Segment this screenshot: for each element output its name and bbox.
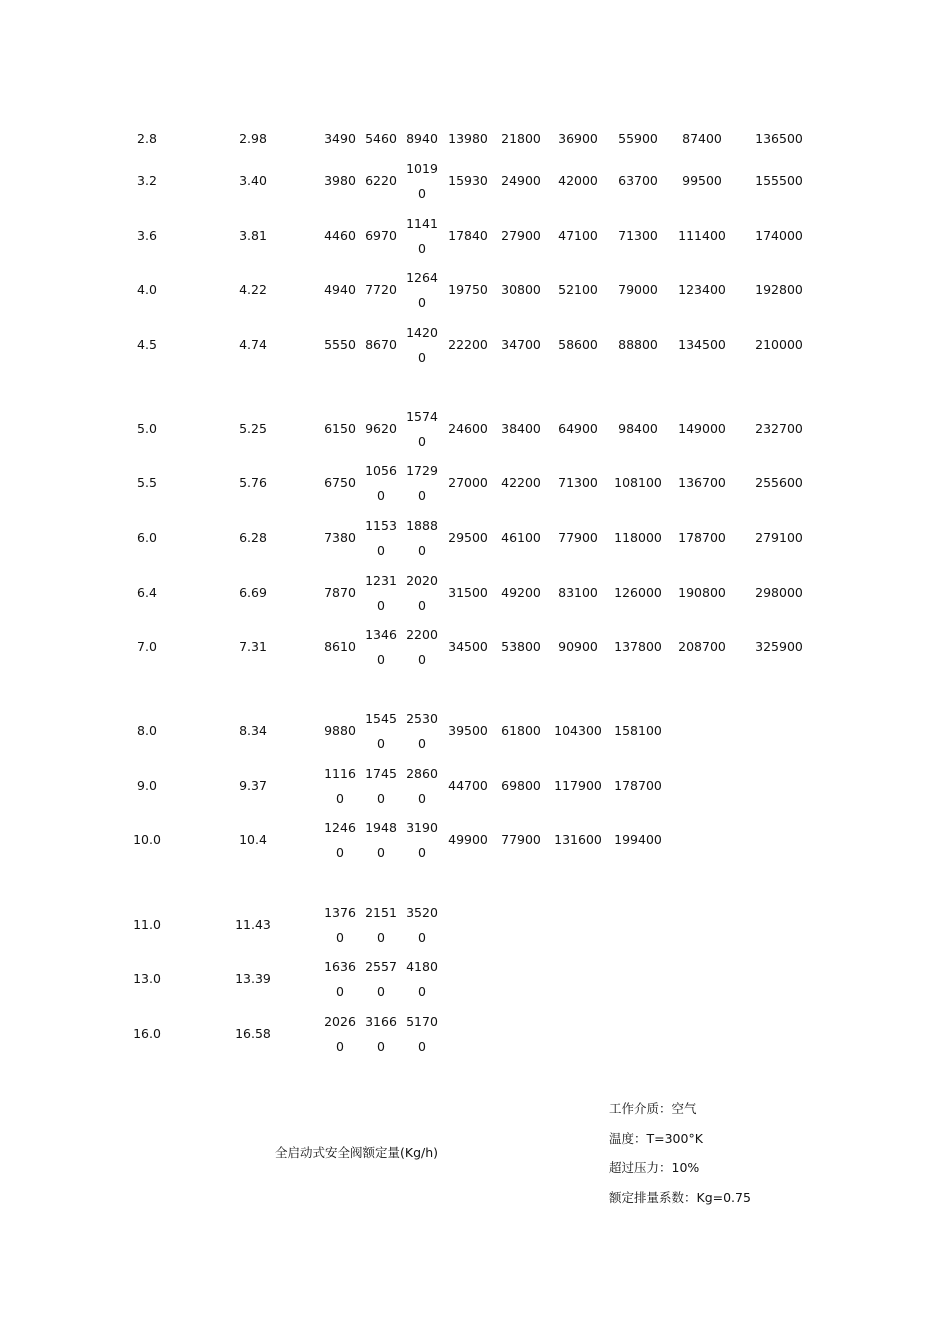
cell-c7: 199400 (614, 831, 662, 847)
cell-p: 3.6 (137, 227, 157, 243)
cell-c2: 1745 (365, 765, 397, 781)
cell-c9: 210000 (755, 336, 803, 352)
cell-c1: 0 (336, 1038, 344, 1054)
cell-c3: 1420 (406, 324, 438, 340)
cell-c1: 1116 (324, 765, 356, 781)
cell-c4: 24600 (448, 420, 488, 436)
cell-c2: 7720 (365, 281, 397, 297)
cell-p: 16.0 (133, 1025, 161, 1041)
cell-p: 5.0 (137, 420, 157, 436)
cell-c3: 0 (418, 790, 426, 806)
cell-c7: 71300 (618, 227, 658, 243)
cell-c7: 118000 (614, 529, 662, 545)
cell-pa: 6.69 (239, 584, 267, 600)
cell-c1: 3490 (324, 130, 356, 146)
cell-c9: 325900 (755, 638, 803, 654)
cell-c2: 0 (377, 790, 385, 806)
cell-c7: 88800 (618, 336, 658, 352)
cell-c4: 34500 (448, 638, 488, 654)
cell-c1: 7870 (324, 584, 356, 600)
cell-c1: 9880 (324, 722, 356, 738)
cell-c1: 4460 (324, 227, 356, 243)
cell-c5: 77900 (501, 831, 541, 847)
cell-c2: 9620 (365, 420, 397, 436)
cell-c5: 53800 (501, 638, 541, 654)
cell-c5: 21800 (501, 130, 541, 146)
cell-c2: 1346 (365, 626, 397, 642)
cell-c4: 19750 (448, 281, 488, 297)
cell-c9: 232700 (755, 420, 803, 436)
cell-c3: 0 (418, 294, 426, 310)
cell-p: 6.0 (137, 529, 157, 545)
cell-c3: 0 (418, 542, 426, 558)
cell-c6: 71300 (558, 474, 598, 490)
cell-c7: 108100 (614, 474, 662, 490)
cell-c3: 1019 (406, 160, 438, 176)
cell-c9: 136500 (755, 130, 803, 146)
cell-c1: 6150 (324, 420, 356, 436)
cell-c2: 0 (377, 929, 385, 945)
cell-c7: 63700 (618, 172, 658, 188)
cell-c6: 77900 (558, 529, 598, 545)
cell-p: 4.5 (137, 336, 157, 352)
cell-c3: 1574 (406, 408, 438, 424)
cell-c2: 0 (377, 735, 385, 751)
cell-pa: 2.98 (239, 130, 267, 146)
cell-c4: 31500 (448, 584, 488, 600)
cell-c5: 61800 (501, 722, 541, 738)
cell-c1: 1246 (324, 819, 356, 835)
cell-c6: 36900 (558, 130, 598, 146)
cell-c8: 87400 (682, 130, 722, 146)
cell-pa: 10.4 (239, 831, 267, 847)
cell-c1: 0 (336, 929, 344, 945)
cell-c1: 6750 (324, 474, 356, 490)
cell-c2: 5460 (365, 130, 397, 146)
cell-c3: 0 (418, 487, 426, 503)
cell-p: 10.0 (133, 831, 161, 847)
cell-p: 11.0 (133, 916, 161, 932)
cell-c2: 0 (377, 983, 385, 999)
cell-c3: 0 (418, 735, 426, 751)
cell-c6: 90900 (558, 638, 598, 654)
cell-c8: 190800 (678, 584, 726, 600)
cell-c6: 58600 (558, 336, 598, 352)
footer-note-medium: 工作介质：空气 (609, 1101, 697, 1116)
cell-c1: 8610 (324, 638, 356, 654)
cell-c2: 6220 (365, 172, 397, 188)
cell-c7: 98400 (618, 420, 658, 436)
cell-p: 7.0 (137, 638, 157, 654)
cell-c6: 83100 (558, 584, 598, 600)
cell-c3: 0 (418, 240, 426, 256)
cell-c1: 0 (336, 983, 344, 999)
cell-pa: 3.40 (239, 172, 267, 188)
cell-c1: 2026 (324, 1013, 356, 1029)
cell-c2: 6970 (365, 227, 397, 243)
table-caption: 全启动式安全阀额定量(Kg/h) (275, 1145, 439, 1160)
cell-pa: 16.58 (235, 1025, 271, 1041)
cell-c3: 0 (418, 844, 426, 860)
cell-c2: 1153 (365, 517, 397, 533)
cell-c7: 55900 (618, 130, 658, 146)
cell-c5: 42200 (501, 474, 541, 490)
footer-note-temperature: 温度：T=300°K (609, 1131, 703, 1146)
cell-pa: 4.74 (239, 336, 267, 352)
cell-p: 8.0 (137, 722, 157, 738)
cell-c9: 192800 (755, 281, 803, 297)
cell-c5: 69800 (501, 777, 541, 793)
cell-c6: 131600 (554, 831, 602, 847)
cell-c3: 0 (418, 1038, 426, 1054)
cell-c7: 158100 (614, 722, 662, 738)
cell-c4: 27000 (448, 474, 488, 490)
cell-c3: 1141 (406, 215, 438, 231)
cell-c2: 0 (377, 542, 385, 558)
cell-c8: 208700 (678, 638, 726, 654)
cell-c2: 0 (377, 651, 385, 667)
cell-c5: 30800 (501, 281, 541, 297)
cell-pa: 13.39 (235, 970, 271, 986)
cell-c4: 13980 (448, 130, 488, 146)
cell-c2: 0 (377, 597, 385, 613)
cell-c3: 4180 (406, 958, 438, 974)
cell-pa: 4.22 (239, 281, 267, 297)
cell-c1: 1376 (324, 904, 356, 920)
cell-c6: 104300 (554, 722, 602, 738)
cell-c5: 24900 (501, 172, 541, 188)
cell-c2: 1948 (365, 819, 397, 835)
cell-c3: 1729 (406, 462, 438, 478)
cell-c5: 27900 (501, 227, 541, 243)
cell-c9: 298000 (755, 584, 803, 600)
cell-pa: 9.37 (239, 777, 267, 793)
cell-c4: 22200 (448, 336, 488, 352)
cell-c1: 5550 (324, 336, 356, 352)
cell-c2: 3166 (365, 1013, 397, 1029)
cell-c6: 64900 (558, 420, 598, 436)
cell-c3: 0 (418, 433, 426, 449)
cell-c8: 99500 (682, 172, 722, 188)
cell-pa: 11.43 (235, 916, 271, 932)
footer-note-overpressure: 超过压力：10% (609, 1160, 700, 1175)
cell-c1: 7380 (324, 529, 356, 545)
cell-c2: 0 (377, 1038, 385, 1054)
cell-c4: 44700 (448, 777, 488, 793)
cell-p: 3.2 (137, 172, 157, 188)
cell-c4: 39500 (448, 722, 488, 738)
cell-c3: 8940 (406, 130, 438, 146)
cell-p: 4.0 (137, 281, 157, 297)
cell-pa: 6.28 (239, 529, 267, 545)
cell-c5: 46100 (501, 529, 541, 545)
cell-c7: 79000 (618, 281, 658, 297)
footer-note-discharge-coefficient: 额定排量系数：Kg=0.75 (609, 1190, 751, 1205)
cell-pa: 5.76 (239, 474, 267, 490)
cell-p: 2.8 (137, 130, 157, 146)
cell-c4: 17840 (448, 227, 488, 243)
cell-c9: 174000 (755, 227, 803, 243)
cell-c1: 1636 (324, 958, 356, 974)
cell-c3: 0 (418, 349, 426, 365)
cell-c5: 38400 (501, 420, 541, 436)
cell-c2: 1056 (365, 462, 397, 478)
cell-pa: 7.31 (239, 638, 267, 654)
cell-c9: 279100 (755, 529, 803, 545)
cell-p: 13.0 (133, 970, 161, 986)
cell-c1: 0 (336, 790, 344, 806)
cell-c2: 2557 (365, 958, 397, 974)
cell-c4: 49900 (448, 831, 488, 847)
cell-c3: 3190 (406, 819, 438, 835)
cell-c2: 1231 (365, 572, 397, 588)
cell-c5: 49200 (501, 584, 541, 600)
cell-c3: 3520 (406, 904, 438, 920)
cell-c2: 0 (377, 487, 385, 503)
cell-c3: 1888 (406, 517, 438, 533)
cell-pa: 8.34 (239, 722, 267, 738)
cell-c4: 29500 (448, 529, 488, 545)
cell-c2: 1545 (365, 710, 397, 726)
cell-c6: 47100 (558, 227, 598, 243)
cell-c6: 42000 (558, 172, 598, 188)
cell-p: 9.0 (137, 777, 157, 793)
cell-c3: 2860 (406, 765, 438, 781)
cell-c3: 0 (418, 597, 426, 613)
cell-c8: 123400 (678, 281, 726, 297)
cell-c7: 137800 (614, 638, 662, 654)
cell-c1: 0 (336, 844, 344, 860)
cell-c5: 34700 (501, 336, 541, 352)
cell-c8: 136700 (678, 474, 726, 490)
cell-c9: 155500 (755, 172, 803, 188)
cell-c8: 134500 (678, 336, 726, 352)
cell-c8: 178700 (678, 529, 726, 545)
cell-c7: 178700 (614, 777, 662, 793)
cell-c6: 52100 (558, 281, 598, 297)
cell-c2: 8670 (365, 336, 397, 352)
cell-pa: 5.25 (239, 420, 267, 436)
cell-c3: 2020 (406, 572, 438, 588)
cell-c3: 2530 (406, 710, 438, 726)
cell-c3: 1264 (406, 269, 438, 285)
cell-c1: 4940 (324, 281, 356, 297)
cell-c3: 0 (418, 651, 426, 667)
cell-c8: 149000 (678, 420, 726, 436)
cell-c3: 0 (418, 983, 426, 999)
cell-c7: 126000 (614, 584, 662, 600)
cell-c3: 0 (418, 185, 426, 201)
cell-c6: 117900 (554, 777, 602, 793)
cell-c2: 2151 (365, 904, 397, 920)
cell-c4: 15930 (448, 172, 488, 188)
cell-pa: 3.81 (239, 227, 267, 243)
cell-c3: 2200 (406, 626, 438, 642)
cell-c1: 3980 (324, 172, 356, 188)
cell-c8: 111400 (678, 227, 726, 243)
cell-c2: 0 (377, 844, 385, 860)
cell-p: 5.5 (137, 474, 157, 490)
cell-c9: 255600 (755, 474, 803, 490)
cell-p: 6.4 (137, 584, 157, 600)
cell-c3: 5170 (406, 1013, 438, 1029)
cell-c3: 0 (418, 929, 426, 945)
